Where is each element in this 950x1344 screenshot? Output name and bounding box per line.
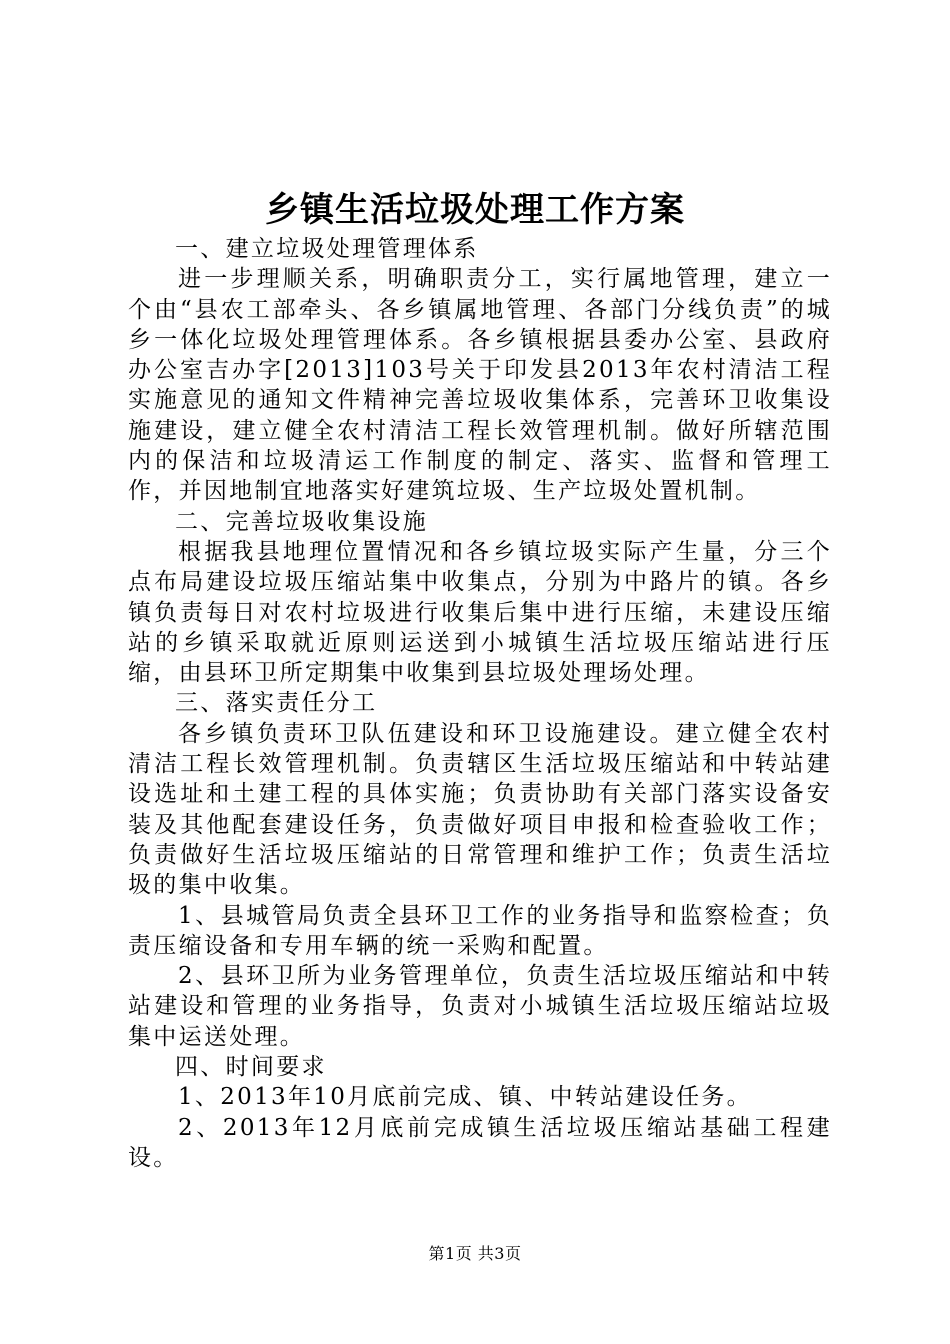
paragraph: 各乡镇负责环卫队伍建设和环卫设施建设。建立健全农村清洁工程长效管理机制。负责辖区生活垃圾压缩站和中转站建设选址和土建工程的具体实施；负责协助有关部门落实设备安装及其他配套建设任务，负责做好项目申报和检查验收工作；负责做好生活垃圾压缩站的日常管理和维护工作；负责生活垃圾的集中收集。 <box>128 720 832 899</box>
document-body <box>128 234 832 1173</box>
section-heading: 三、落实责任分工 <box>175 690 378 717</box>
page-footer: 第1页 共3页 <box>428 1244 522 1263</box>
paragraph: 1、县城管局负责全县环卫工作的业务指导和监察检查；负责压缩设备和专用车辆的统一采购和配置。 <box>128 902 832 959</box>
section-heading: 一、建立垃圾处理管理体系 <box>175 236 479 262</box>
paragraph: 2、县环卫所为业务管理单位，负责生活垃圾压缩站和中转站建设和管理的业务指导，负责对小城镇生活垃圾压缩站垃圾集中运送处理。 <box>128 963 832 1050</box>
paragraph: 进一步理顺关系，明确职责分工，实行属地管理，建立一个由“县农工部牵头、各乡镇属地管理、各部门分线负责”的城乡一体化垃圾处理管理体系。各乡镇根据县委办公室、县政府办公室吉办字[2013]103号关于印发县2013年农村清洁工程实施意见的通知文件精神完善垃圾收集体系，完善环卫收集设施建设，建立健全农村清洁工程长效管理机制。做好所辖范围内的保洁和垃圾清运工作制度的制定、落实、监督和管理工作，并因地制宜地落实好建筑垃圾、生产垃圾处置机制。 <box>128 266 832 505</box>
paragraph: 2、2013年12月底前完成镇生活垃圾压缩站基础工程建设。 <box>128 1114 832 1171</box>
paragraph: 1、2013年10月底前完成、镇、中转站建设任务。 <box>178 1084 752 1111</box>
section-heading: 二、完善垃圾收集设施 <box>175 508 428 535</box>
paragraph: 根据我县地理位置情况和各乡镇垃圾实际产生量，分三个点布局建设垃圾压缩站集中收集点，分别为中路片的镇。各乡镇负责每日对农村垃圾进行收集后集中进行压缩，未建设压缩站的乡镇采取就近原则运送到小城镇生活垃圾压缩站进行压缩，由县环卫所定期集中收集到县垃圾处理场处理。 <box>128 538 832 687</box>
section-heading: 四、时间要求 <box>175 1054 327 1081</box>
document-title: 乡镇生活垃圾处理工作方案 <box>265 190 685 230</box>
